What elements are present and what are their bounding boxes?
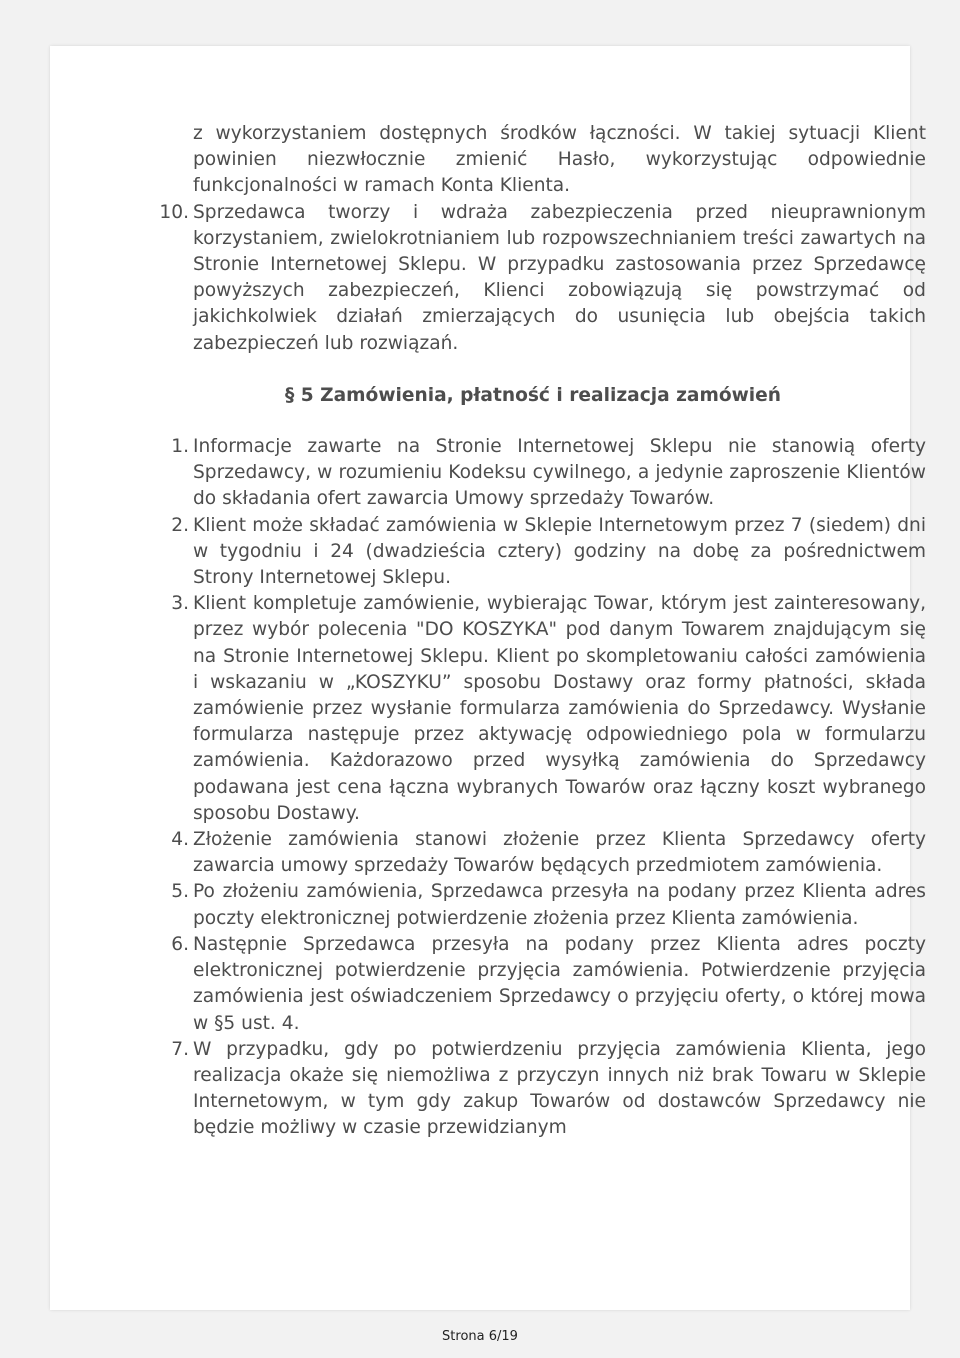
item-number: 2. — [171, 514, 189, 536]
list-item — [144, 434, 926, 513]
item-text: Informacje zawarte na Stronie Internetowej Sklepu nie stanowią oferty Sprzedawcy, w rozumieniu Kodeksu cywilnego, a jedynie zaproszenie Klientów do składania ofert zawarcia Umowy sprzedaży Towarów. — [193, 436, 926, 510]
paragraph-text: z wykorzystaniem dostępnych środków łączności. W takiej sytuacji Klient powinien niezwłocznie zmienić Hasło, wykorzystując odpowiednie funkcjonalności w ramach Konta Klienta. — [193, 123, 926, 197]
item-text: W przypadku, gdy po potwierdzeniu przyjęcia zamówienia Klienta, jego realizacja okaże się niemożliwa z przyczyn innych niż brak Towaru w Sklepie Internetowym, w tym gdy zakup Towarów od dostawców Sprzedawcy nie będzie możliwy w czasie przewidzianym — [193, 1038, 926, 1139]
item-number: 3. — [171, 593, 189, 615]
section-heading: § 5 Zamówienia, płatność i realizacja zamówień — [284, 384, 782, 406]
list-item — [144, 827, 926, 879]
item-text: Złożenie zamówienia stanowi złożenie przez Klienta Sprzedawcy oferty zawarcia umowy sprzedaży Towarów będących przedmiotem zamówienia. — [193, 829, 926, 877]
item-text: Klient kompletuje zamówienie, wybierając Towar, którym jest zainteresowany, przez wybór polecenia "DO KOSZYKA" pod danym Towarem znajdującym się na Stronie Internetowej Sklepu. Klient po skompletowaniu całości zamówienia i wskazaniu w „KOSZYKU” sposobu Dostawy oraz formy płatności, składa zamówienie przez wysłanie formularza zamówienia do Sprzedawcy. Wysłanie formularza następuje przez aktywację odpowiedniego pola w formularzu zamówienia. Każdorazowo przed wysyłką zamówienia do Sprzedawcy podawana jest cena łączna wybranych Towarów oraz łączny koszt wybranego sposobu Dostawy. — [193, 593, 926, 824]
list-item — [144, 200, 926, 357]
list-item — [144, 879, 926, 931]
item-number: 4. — [171, 829, 189, 851]
list-item — [144, 513, 926, 592]
item-number: 10. — [159, 201, 189, 223]
page-content — [144, 121, 926, 1142]
document-page — [50, 46, 926, 1310]
page-number: Strona 6/19 — [442, 1329, 518, 1344]
item-text: Sprzedawca tworzy i wdraża zabezpieczenia przed nieuprawnionym korzystaniem, zwielokrotnianiem lub rozpowszechnianiem treści zawartych na Stronie Internetowej Sklepu. W przypadku zastosowania przez Sprzedawcę powyższych zabezpieczeń, Klienci zobowiązują się powstrzymać od jakichkolwiek działań zmierzających do usunięcia lub obejścia takich zabezpieczeń lub rozwiązań. — [193, 201, 926, 354]
item-text: Po złożeniu zamówienia, Sprzedawca przesyła na podany przez Klienta adres poczty elektronicznej potwierdzenie złożenia przez Klienta zamówienia. — [193, 881, 926, 929]
continued-paragraph — [144, 121, 926, 200]
list-item — [144, 1037, 926, 1142]
list-item — [144, 591, 926, 827]
item-number: 5. — [171, 881, 189, 903]
item-number: 6. — [171, 933, 189, 955]
list-item — [144, 932, 926, 1037]
item-text: Następnie Sprzedawca przesyła na podany przez Klienta adres poczty elektronicznej potwierdzenie przyjęcia zamówienia. Potwierdzenie przyjęcia zamówienia jest oświadczeniem Sprzedawcy o przyjęciu oferty, o której mowa w §5 ust. 4. — [193, 933, 926, 1034]
item-text: Klient może składać zamówienia w Sklepie Internetowym przez 7 (siedem) dni w tygodniu i 24 (dwadzieścia cztery) godziny na dobę za pośrednictwem Strony Internetowej Sklepu. — [193, 514, 926, 589]
item-number: 7. — [171, 1038, 189, 1060]
item-number: 1. — [171, 436, 189, 458]
